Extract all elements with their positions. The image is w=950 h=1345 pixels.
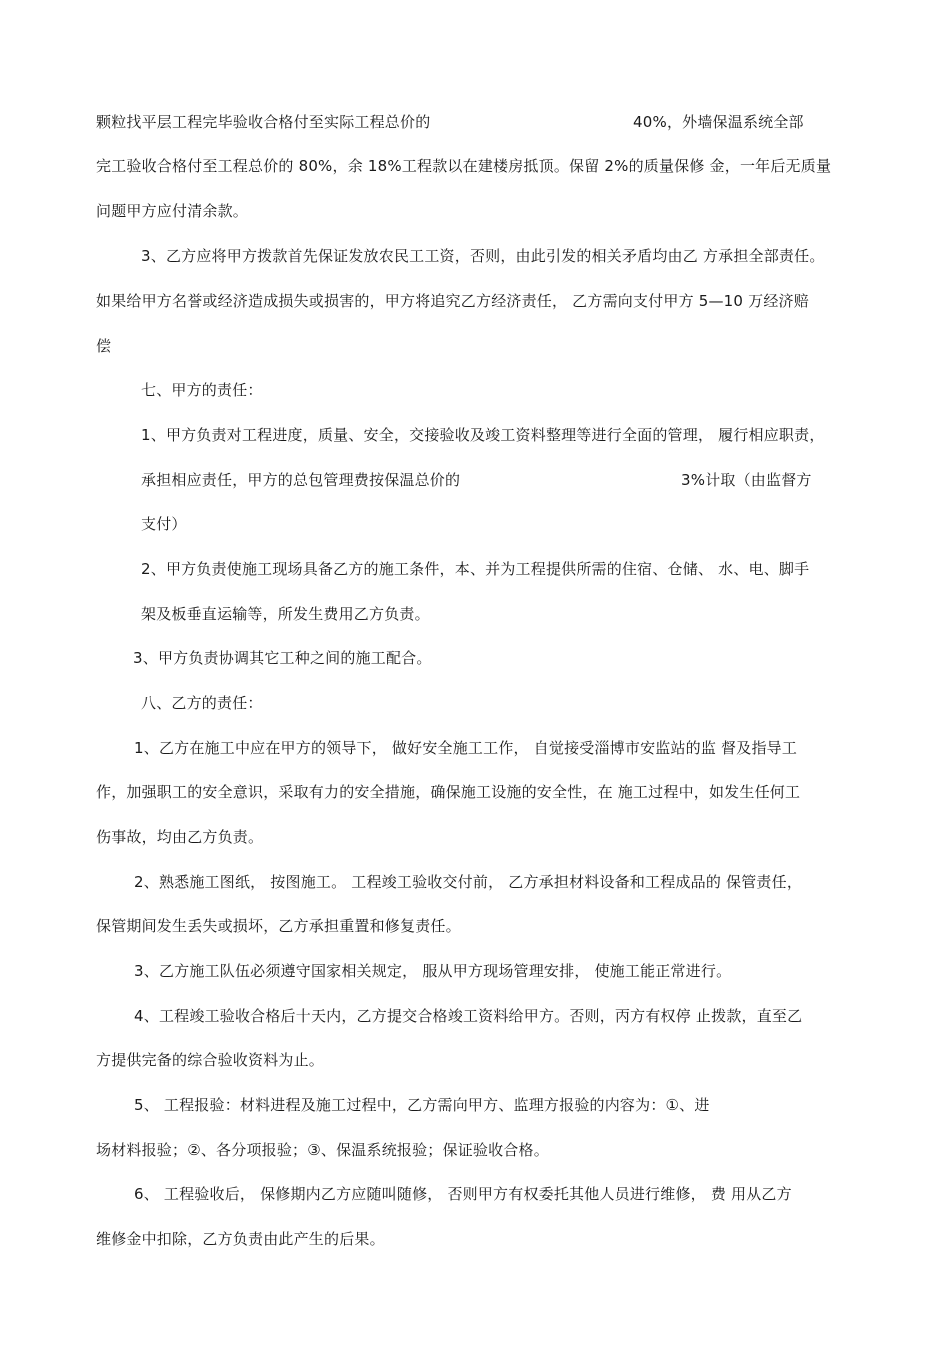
text-line: 40%，外墙保温系统全部 xyxy=(633,113,804,131)
text-line: 问题甲方应付清余款。 xyxy=(96,202,249,220)
text-line: 1、甲方负责对工程进度，质量、安全，交接验收及竣工资料整理等进行全面的管理， 履行相应职责， xyxy=(141,426,825,444)
text-line: 3、乙方应将甲方拨款首先保证发放农民工工资，否则，由此引发的相关矛盾均由乙 方承担全部责任。 xyxy=(141,247,825,265)
section-heading: 八、乙方的责任： xyxy=(141,694,263,712)
text-line: 3、甲方负责协调其它工种之间的施工配合。 xyxy=(133,649,432,667)
text-line: 如果给甲方名誉或经济造成损失或损害的，甲方将追究乙方经济责任， 乙方需向支付甲方 5—10 万经济赔 xyxy=(96,292,809,310)
text-line: 1、乙方在施工中应在甲方的领导下， 做好安全施工工作， 自觉接受淄博市安监站的监 督及指导工 xyxy=(134,739,798,757)
text-line: 偿 xyxy=(96,337,112,355)
text-line: 保管期间发生丢失或损坏，乙方承担重置和修复责任。 xyxy=(96,917,461,935)
text-line: 3%计取（由监督方 xyxy=(681,471,812,489)
text-line: 方提供完备的综合验收资料为止。 xyxy=(96,1051,325,1069)
text-line: 伤事故，均由乙方负责。 xyxy=(96,828,264,846)
text-line: 完工验收合格付至工程总价的 80%，余 18%工程款以在建楼房抵顶。保留 2%的质量保修 金，一年后无质量 xyxy=(96,157,832,175)
text-line: 场材料报验；②、各分项报验；③、保温系统报验；保证验收合格。 xyxy=(96,1141,549,1159)
text-line: 作，加强职工的安全意识，采取有力的安全措施，确保施工设施的安全性，在 施工过程中，如发生任何工 xyxy=(96,783,801,801)
text-line: 承担相应责任，甲方的总包管理费按保温总价的 xyxy=(141,471,461,489)
section-heading: 七、甲方的责任： xyxy=(141,381,263,399)
text-line: 颗粒找平层工程完毕验收合格付至实际工程总价的 xyxy=(96,113,431,131)
text-line: 架及板垂直运输等，所发生费用乙方负责。 xyxy=(141,605,430,623)
text-line: 3、乙方施工队伍必须遵守国家相关规定， 服从甲方现场管理安排， 使施工能正常进行。 xyxy=(134,962,732,980)
text-line: 6、 工程验收后， 保修期内乙方应随叫随修， 否则甲方有权委托其他人员进行维修， 费 用从乙方 xyxy=(134,1185,792,1203)
text-line: 维修金中扣除，乙方负责由此产生的后果。 xyxy=(96,1230,385,1248)
text-line: 2、熟悉施工图纸， 按图施工。 工程竣工验收交付前， 乙方承担材料设备和工程成品的 保管责任， xyxy=(134,873,803,891)
text-line: 支付） xyxy=(141,515,187,533)
text-line: 5、 工程报验：材料进程及施工过程中，乙方需向甲方、监理方报验的内容为：①、进 xyxy=(134,1096,710,1114)
text-line: 4、工程竣工验收合格后十天内，乙方提交合格竣工资料给甲方。否则，丙方有权停 止拨款，直至乙 xyxy=(134,1007,803,1025)
text-line: 2、甲方负责使施工现场具备乙方的施工条件，本、并为工程提供所需的住宿、仓储、 水、电、脚手 xyxy=(141,560,810,578)
